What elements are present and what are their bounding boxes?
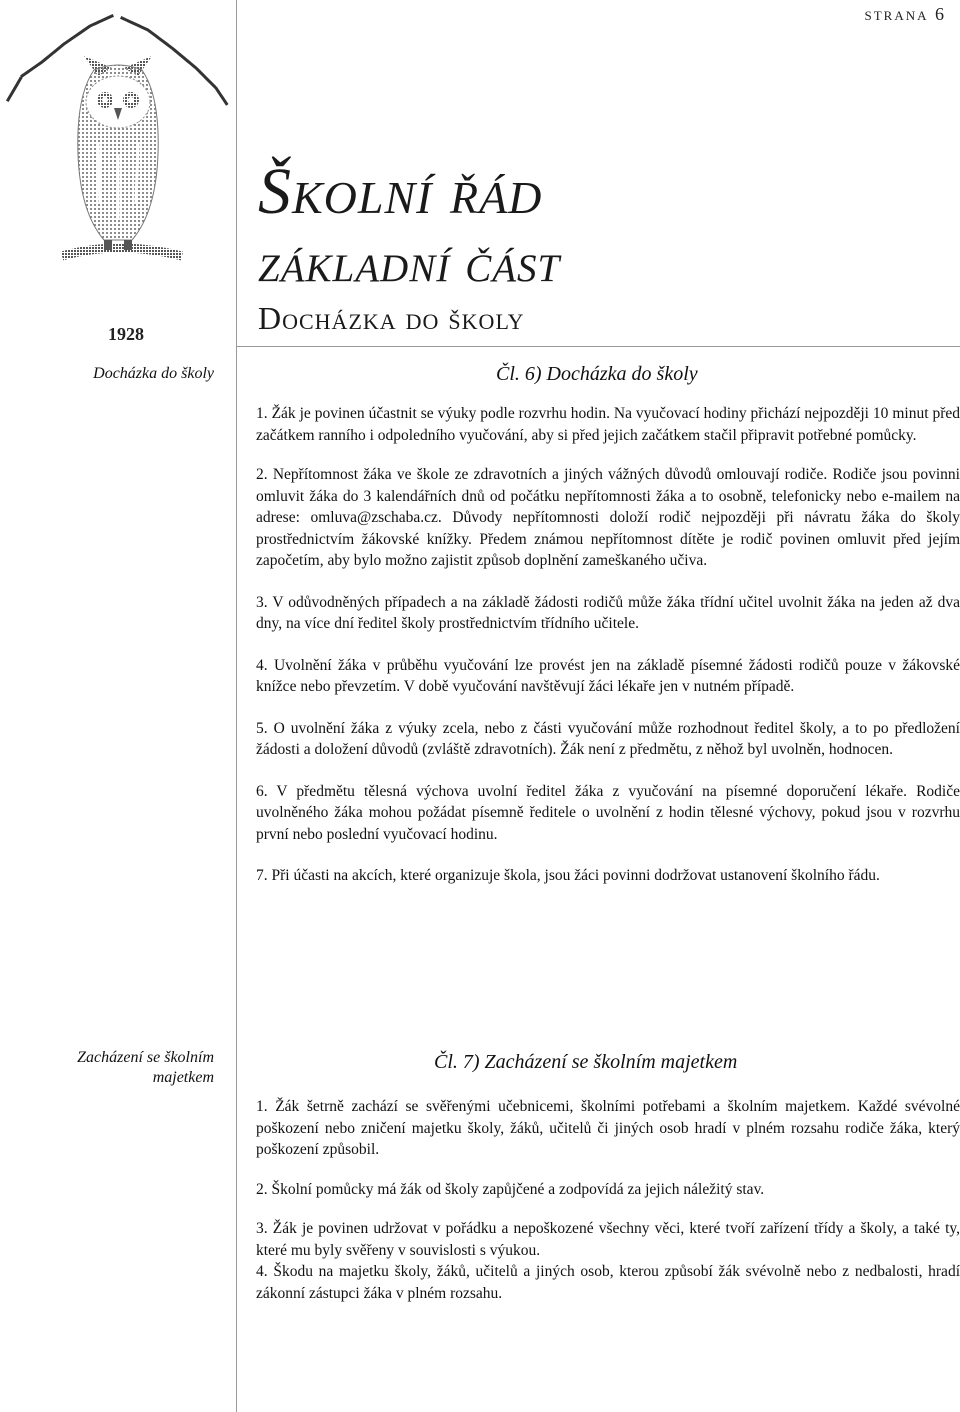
paragraph: 1. Žák šetrně zachází se svěřenými učebnicemi, školními potřebami a školním majetkem. Každé svévolné poškození nebo zničení majetku školy, žáků, učitelů či jiných osob hradí v plném rozsahu rodiče žáka, který poškození způsobil. bbox=[256, 1098, 960, 1158]
page-title-second-line: základní část bbox=[258, 232, 561, 294]
article-6-title: Čl. 6) Docházka do školy bbox=[496, 363, 698, 385]
paragraph: 2. Nepřítomnost žáka ve škole ze zdravotních a jiných vážných důvodů omlouvají rodiče. Rodiče jsou povinni omluvit žáka do 3 kalendářních dnů od počátku nepřítomnosti žáka a to osobně, telefonicky nebo e-mailem na adrese: omluva@zschaba.cz. Důvody nepřítomnosti doloží rodič nejpozději při návratu žáka do školy prostřednictvím žákovské knížky. Předem známou nepřítomnost dítěte je rodič povinen omluvit před jejím započetím, aby bylo možno zajistit způsob doplnění zameškaného učiva. bbox=[256, 466, 960, 569]
paragraph: 2. Školní pomůcky má žák od školy zapůjčené a zodpovídá za jejich náležitý stav. bbox=[256, 1180, 765, 1198]
page-subtitle: Docházka do školy bbox=[258, 300, 525, 336]
paragraph: 3. V odůvodněných případech a na základě žádosti rodičů může žáka třídní učitel uvolnit žáka na jeden až dva dny, na více dní ředitel školy prostřednictvím třídního učitele. bbox=[256, 593, 960, 632]
paragraph: 5. O uvolnění žáka z výuky zcela, nebo z části vyučování může rozhodnout ředitel školy, a to po předložení žádosti a doložení důvodů (zvláště zdravotních). Žák není z předmětu, z něhož byl uvolněn, hodnocen. bbox=[256, 719, 960, 758]
paragraph: 4. Uvolnění žáka v průběhu vyučování lze provést jen na základě písemné žádosti rodičů pouze v žákovské knížce nebo převzetím. V době vyučování navštěvují žáci lékaře jen v nutném případě. bbox=[256, 656, 960, 695]
paragraph: 4. Škodu na majetku školy, žáků, učitelů a jiných osob, kterou způsobí žák svévolně nebo z nedbalosti, hradí zákonní zástupci žáka v plném rozsahu. bbox=[256, 1263, 960, 1302]
margin-label-attendance: Docházka do školy bbox=[93, 365, 214, 382]
page-title: Školní řád bbox=[258, 155, 543, 228]
article-6-body bbox=[256, 403, 960, 887]
margin-label-property: Zacházení se školním majetkem bbox=[77, 1049, 214, 1086]
school-owl-logo bbox=[2, 4, 234, 348]
paragraph: 3. Žák je povinen udržovat v pořádku a nepoškozené všechny věci, které tvoří zařízení třídy a školy, a také ty, které mu byly svěřeny v souvislosti s výukou. bbox=[256, 1220, 960, 1259]
logo-year: 1928 bbox=[108, 324, 144, 344]
margin-divider-line bbox=[236, 0, 237, 1412]
article-7-title: Čl. 7) Zacházení se školním majetkem bbox=[434, 1051, 738, 1073]
paragraph: 7. Při účasti na akcích, které organizuje škola, jsou žáci povinni dodržovat ustanovení školního řádu. bbox=[256, 867, 880, 884]
header-divider-line bbox=[236, 346, 960, 347]
page-number: strana 6 bbox=[864, 4, 946, 24]
article-7-body bbox=[256, 1096, 960, 1304]
paragraph: 1. Žák je povinen účastnit se výuky podle rozvrhu hodin. Na vyučovací hodiny přichází nejpozději 10 minut před začátkem ranního i odpoledního vyučování, aby si před jejich začátkem stačil připravit potřebné pomůcky. bbox=[256, 405, 960, 444]
paragraph: 6. V předmětu tělesná výchova uvolní ředitel žáka z vyučování na písemné doporučení lékaře. Rodiče uvolněného žáka mohou požádat písemně ředitele o uvolnění z hodin tělesné výchovy, pokud jsou v rozvrhu první nebo poslední vyučovací hodinu. bbox=[256, 782, 960, 843]
